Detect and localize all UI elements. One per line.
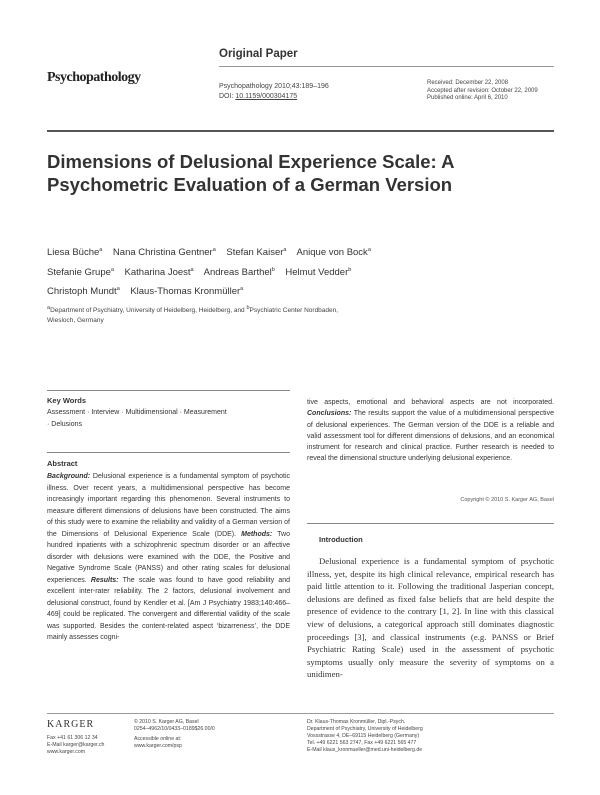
intro-text <box>307 555 554 681</box>
aff-mark-b: b <box>246 305 250 311</box>
access-label: Accessible online at: <box>134 736 182 742</box>
author-aff: a <box>99 247 103 253</box>
results-text: The scale was found to have good reliability and excellent inter-rater reliability. The 2 factors, delusional involvement and delusional construct, found by Kendler et al. [Am J Psychiatry 1983;140:466–469] could be replicated. The convergent and differential validity of the scale was supported. Besides the content-related aspect ‘bizarreness’, the DDE mainly assesses cogni- <box>47 576 290 641</box>
author-name: Stefanie Grupe <box>47 266 111 278</box>
keywords-heading: Key Words <box>47 396 87 405</box>
publisher-contact <box>47 735 104 756</box>
paper-title: Dimensions of Delusional Experience Scale: A Psychometric Evaluation of a German Version <box>47 151 454 195</box>
author-name: Andreas Barthel <box>203 266 272 278</box>
footer-rule <box>47 713 554 714</box>
keywords-line-2: · Delusions <box>47 421 83 428</box>
background-text: Delusional experience is a fundamental symptom of psychotic illness. Over recent years, a multidimensional perspective has become increasingly important regarding this phenomenon. Several instruments to measure different dimensions of delusions have been constructed. The aims of this study were to examine the reliability and validity of a German version of the Dimensions of Delusional Experience Scale (DDE). <box>47 473 290 538</box>
author-aff: a <box>367 247 371 253</box>
author-line-3 <box>47 281 547 301</box>
author-contact-phone: Tel. +49 6221 563 2747, Fax +49 6221 565 477 <box>307 740 417 746</box>
author-aff: a <box>190 266 194 273</box>
header-rule <box>219 66 554 67</box>
background-label: Background: <box>47 473 91 480</box>
citation-block <box>219 82 329 101</box>
aff-a-text: Department of Psychiatry, University of Heidelberg, Heidelberg, and <box>50 307 247 315</box>
doi-line <box>219 92 329 102</box>
publisher-logo: KARGER <box>47 719 95 730</box>
title-rule <box>47 130 554 132</box>
author-name: Anique von Bock <box>296 247 368 259</box>
paper-type: Original Paper <box>219 48 298 60</box>
copyright-line: © 2010 S. Karger AG, Basel <box>134 719 199 725</box>
intro-paragraph: Delusional experience is a fundamental symptom of psychotic illness, yet, despite its high clinical relevance, empirical research has paid little attention to it. Following the traditional Jasperian concept, delusions are defined as fixed false beliefs that are held despite the presence of evidence to the contrary [1, 2]. In line with this classical view of delusions, a categorical approach still dominates diagnostic proceedings [3], and classical instruments (e.g. PANSS or Brief Psychiatric Rating Scale) used in the assessment of psychotic symptoms usually only measure the severity of symptoms on a unidimen- <box>307 556 554 680</box>
publisher-web[interactable]: www.karger.com <box>47 749 86 755</box>
results-text-continued: tive aspects, emotional and behavioral aspects are not incorporated. <box>307 399 554 406</box>
author-line-2 <box>47 262 547 282</box>
author-name: Christoph Mundt <box>47 286 117 298</box>
copyright-notice: Copyright © 2010 S. Karger AG, Basel <box>460 497 554 503</box>
affiliation-line-1 <box>47 303 427 316</box>
author-name: Klaus-Thomas Kronmüller <box>130 286 241 298</box>
author-contact-address: Vossstrasse 4, DE–69115 Heidelberg (Germany) <box>307 733 420 739</box>
author-aff: a <box>110 266 114 273</box>
author-aff: a <box>116 286 120 293</box>
author-aff: a <box>212 247 216 253</box>
citation: Psychopathology 2010;43:189–196 <box>219 83 329 90</box>
methods-label: Methods: <box>241 530 273 538</box>
intro-rule <box>307 523 554 524</box>
author-aff: a <box>283 247 287 253</box>
copyright-footer <box>134 719 215 750</box>
abstract-heading: Abstract <box>47 459 78 468</box>
intro-heading: Introduction <box>319 535 363 544</box>
author-line-1 <box>47 242 547 262</box>
abstract-rule <box>47 452 290 453</box>
publisher-fax: Fax +41 61 306 12 34 <box>47 735 98 741</box>
keywords-line-1: Assessment · Interview · Multidimensional · Measurement <box>47 409 227 416</box>
keywords-list <box>47 407 287 431</box>
dates-block <box>427 80 538 103</box>
affiliations <box>47 303 427 326</box>
doi-link[interactable]: 10.1159/000304175 <box>235 92 298 100</box>
author-name: Liesa Büche <box>47 247 100 259</box>
affiliation-line-2: Wiesloch, Germany <box>47 317 104 325</box>
access-url[interactable]: www.karger.com/psp <box>134 743 182 749</box>
author-name: Nana Christina Gentner <box>112 247 213 259</box>
author-name: Helmut Vedder <box>285 266 349 278</box>
published-date: Published online: April 6, 2010 <box>427 95 508 101</box>
author-aff: a <box>240 286 244 293</box>
corresponding-author <box>307 719 423 754</box>
author-aff: b <box>271 266 275 273</box>
results-label: Results: <box>90 576 119 584</box>
author-name: Stefan Kaiser <box>226 247 284 259</box>
abstract-right-column <box>307 397 554 465</box>
publisher-email[interactable]: E-Mail karger@karger.ch <box>47 742 105 748</box>
doi-label: DOI: <box>219 92 236 100</box>
aff-mark-a: a <box>47 305 51 311</box>
abstract-left-column <box>47 471 290 644</box>
author-contact-name: Dr. Klaus-Thomas Kronmüller, Dipl.-Psych. <box>307 719 406 725</box>
methods-text: Two hundred inpatients with a schizophrenic spectrum disorder or an affective disorder with delusions were examined with the DDE, the Positive and Negative Syndrome Scale (PANSS) and other rating scales for delusional experiences. <box>47 530 290 584</box>
author-contact-email[interactable]: E-Mail klaus_kronmueller@med.uni-heidelberg.de <box>307 747 423 753</box>
accepted-date: Accepted after revision: October 22, 2009 <box>427 87 538 94</box>
keywords-rule <box>47 390 290 391</box>
conclusions-label: Conclusions: <box>307 410 352 418</box>
author-name: Katharina Joest <box>124 266 191 278</box>
author-aff: b <box>348 266 352 273</box>
received-date: Received: December 22, 2008 <box>427 80 509 86</box>
conclusions-text: The results support the value of a multidimensional perspective of delusional experiences. The German version of the DDE is a reliable and valid assessment tool for different dimensions of delusions, and an economical instrument for research and clinical practice. Further research is needed to reveal the dimensional structure underlying delusional experience. <box>307 410 554 463</box>
author-contact-dept: Department of Psychiatry, University of Heidelberg <box>307 726 423 732</box>
journal-name: Psychopathology <box>47 70 141 85</box>
author-list <box>47 242 547 301</box>
aff-b-text: Psychiatric Center Nordbaden, <box>249 307 339 315</box>
issn-line: 0254–4962/10/0433–0189$26.00/0 <box>134 726 215 732</box>
